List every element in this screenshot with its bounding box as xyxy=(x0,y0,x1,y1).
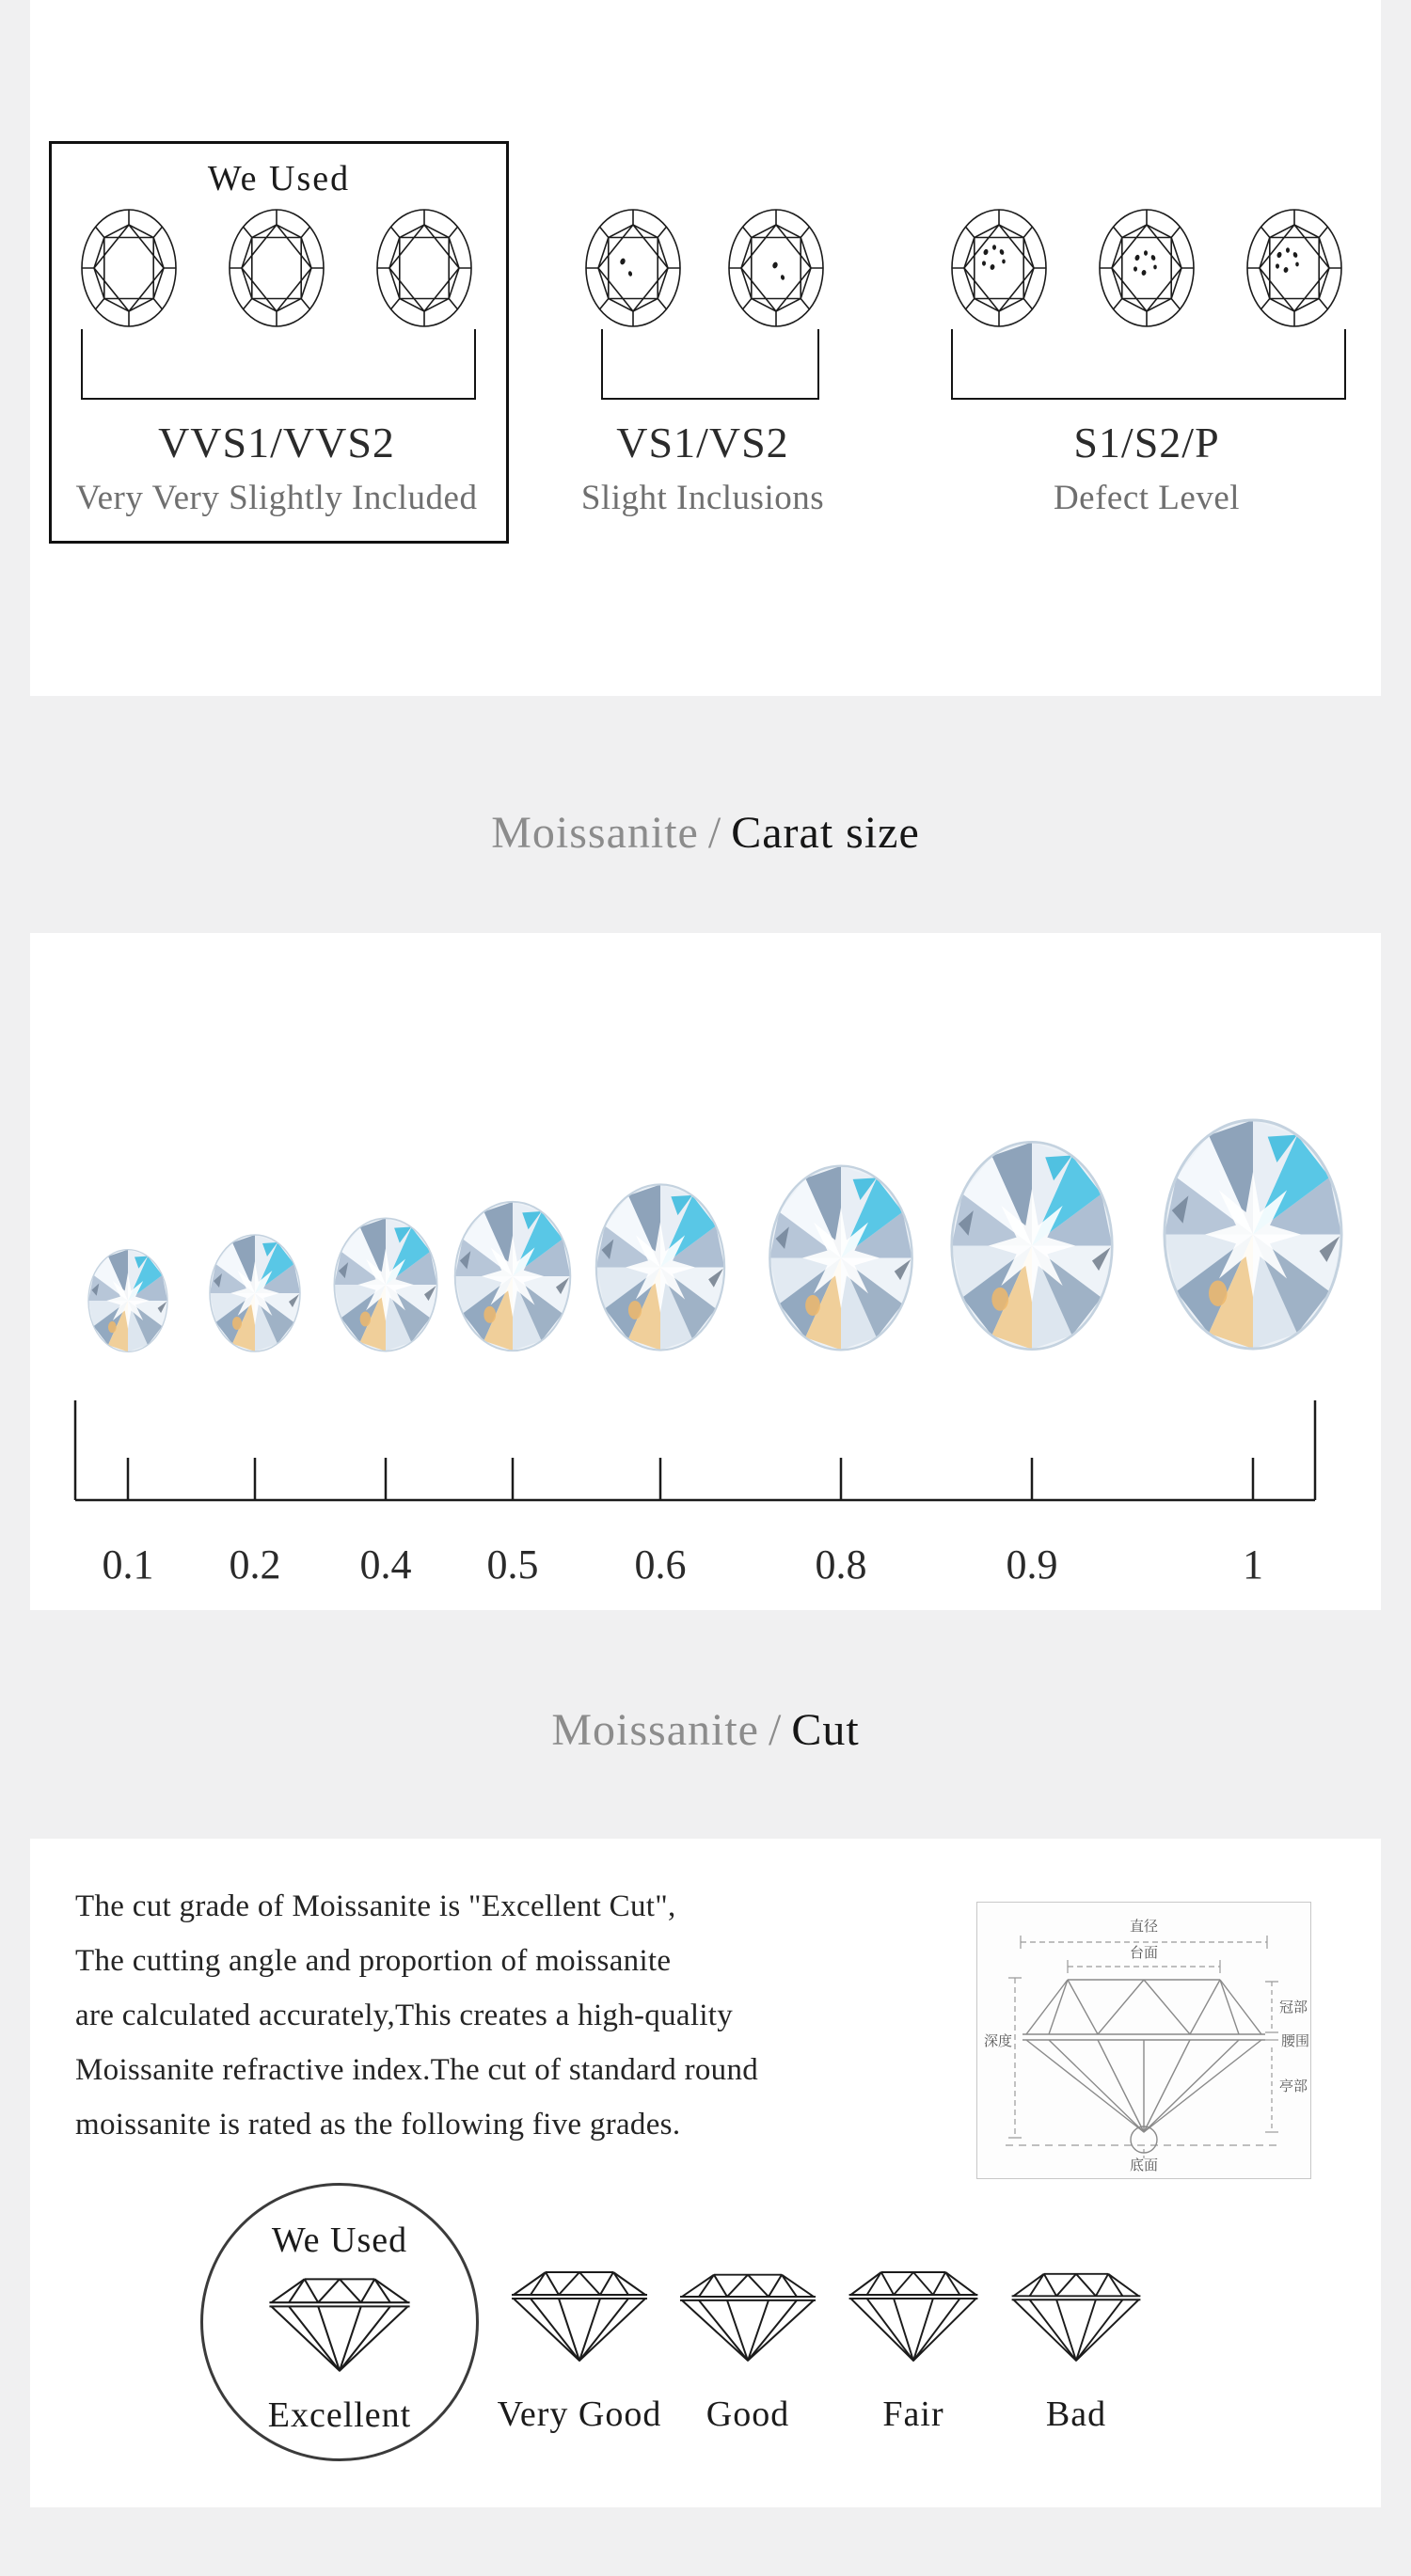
carat-size-label: 0.9 xyxy=(1006,1541,1058,1588)
clarity-stone-vvs-2 xyxy=(228,208,325,328)
cut-grade-excellent: Excellent xyxy=(267,2395,412,2435)
diagram-label-pavilion: 亭部 xyxy=(1278,2078,1308,2094)
carat-gem-1 xyxy=(1161,1114,1345,1354)
clarity-grade-vvs: VVS1/VVS2 xyxy=(158,419,395,466)
cut-we-used-label: We Used xyxy=(271,2220,408,2260)
clarity-stone-s-2 xyxy=(1098,208,1196,328)
clarity-stone-vs-2 xyxy=(727,208,825,328)
carat-size-label: 0.6 xyxy=(634,1541,687,1588)
cut-heading-title: Cut xyxy=(791,1705,860,1755)
diagram-label-culet: 底面 xyxy=(1129,2157,1159,2173)
bracket-vvs xyxy=(81,329,476,400)
cut-grade-good: Good xyxy=(706,2394,790,2434)
carat-size-label: 0.2 xyxy=(229,1541,281,1588)
bracket-s xyxy=(951,329,1346,400)
clarity-grade-s: S1/S2/P xyxy=(1073,419,1220,466)
clarity-desc-vvs: Very Very Slightly Included xyxy=(75,479,478,517)
carat-heading-title: Carat size xyxy=(731,808,920,858)
carat-size-label: 0.5 xyxy=(486,1541,539,1588)
carat-gem-0_9 xyxy=(948,1137,1116,1354)
clarity-stone-s-3 xyxy=(1245,208,1343,328)
diagram-label-diameter: 直径 xyxy=(1129,1918,1159,1935)
carat-gem-0_6 xyxy=(594,1180,727,1354)
carat-size-label: 0.8 xyxy=(815,1541,867,1588)
clarity-stone-s-1 xyxy=(950,208,1048,328)
cut-gem-very-good xyxy=(504,2263,655,2368)
carat-heading xyxy=(0,807,1411,859)
cut-paragraph-line-5: moissanite is rated as the following five grades. xyxy=(75,2108,681,2141)
carat-ruler xyxy=(66,1395,1326,1505)
clarity-we-used-label: We Used xyxy=(207,159,351,198)
carat-gem-0_5 xyxy=(452,1198,573,1354)
carat-gem-0_1 xyxy=(87,1247,169,1354)
clarity-desc-s: Defect Level xyxy=(1053,479,1241,517)
clarity-desc-vs: Slight Inclusions xyxy=(580,479,825,517)
cut-gem-good xyxy=(673,2263,823,2368)
cut-proportion-diagram xyxy=(976,1902,1311,2179)
cut-heading-separator: / xyxy=(768,1705,783,1755)
clarity-stone-vs-1 xyxy=(584,208,682,328)
cut-gem-bad xyxy=(1001,2263,1151,2368)
carat-size-label: 1 xyxy=(1243,1541,1263,1588)
clarity-stone-vvs-1 xyxy=(80,208,178,328)
cut-gem-excellent xyxy=(262,2269,418,2378)
cut-we-used-circle xyxy=(200,2183,479,2461)
carat-heading-prefix: Moissanite xyxy=(491,808,699,858)
cut-heading-prefix: Moissanite xyxy=(551,1705,759,1755)
cut-paragraph-line-4: Moissanite refractive index.The cut of standard round xyxy=(75,2053,759,2087)
cut-paragraph-line-2: The cutting angle and proportion of moissanite xyxy=(75,1944,672,1978)
bracket-vs xyxy=(601,329,819,400)
carat-size-label: 0.4 xyxy=(359,1541,412,1588)
diagram-label-crown: 冠部 xyxy=(1278,1999,1308,2015)
cut-grade-fair: Fair xyxy=(882,2394,944,2434)
carat-size-label: 0.1 xyxy=(102,1541,154,1588)
diagram-label-girdle: 腰围 xyxy=(1280,2032,1310,2049)
clarity-stone-vvs-3 xyxy=(375,208,473,328)
diagram-label-depth: 深度 xyxy=(983,2032,1013,2049)
cut-grade-very-good: Very Good xyxy=(497,2394,662,2434)
cut-grade-bad: Bad xyxy=(1045,2394,1107,2434)
cut-paragraph-line-3: are calculated accurately,This creates a high-quality xyxy=(75,1999,734,2032)
cut-paragraph-line-1: The cut grade of Moissanite is "Excellent Cut", xyxy=(75,1889,676,1923)
carat-gem-0_2 xyxy=(208,1232,302,1354)
cut-heading xyxy=(0,1704,1411,1756)
diagram-label-table: 台面 xyxy=(1129,1944,1159,1961)
carat-gem-0_8 xyxy=(767,1162,915,1354)
carat-gem-0_4 xyxy=(332,1215,439,1354)
carat-heading-separator: / xyxy=(707,808,722,858)
cut-gem-fair xyxy=(838,2263,989,2368)
clarity-grade-vs: VS1/VS2 xyxy=(616,419,789,466)
